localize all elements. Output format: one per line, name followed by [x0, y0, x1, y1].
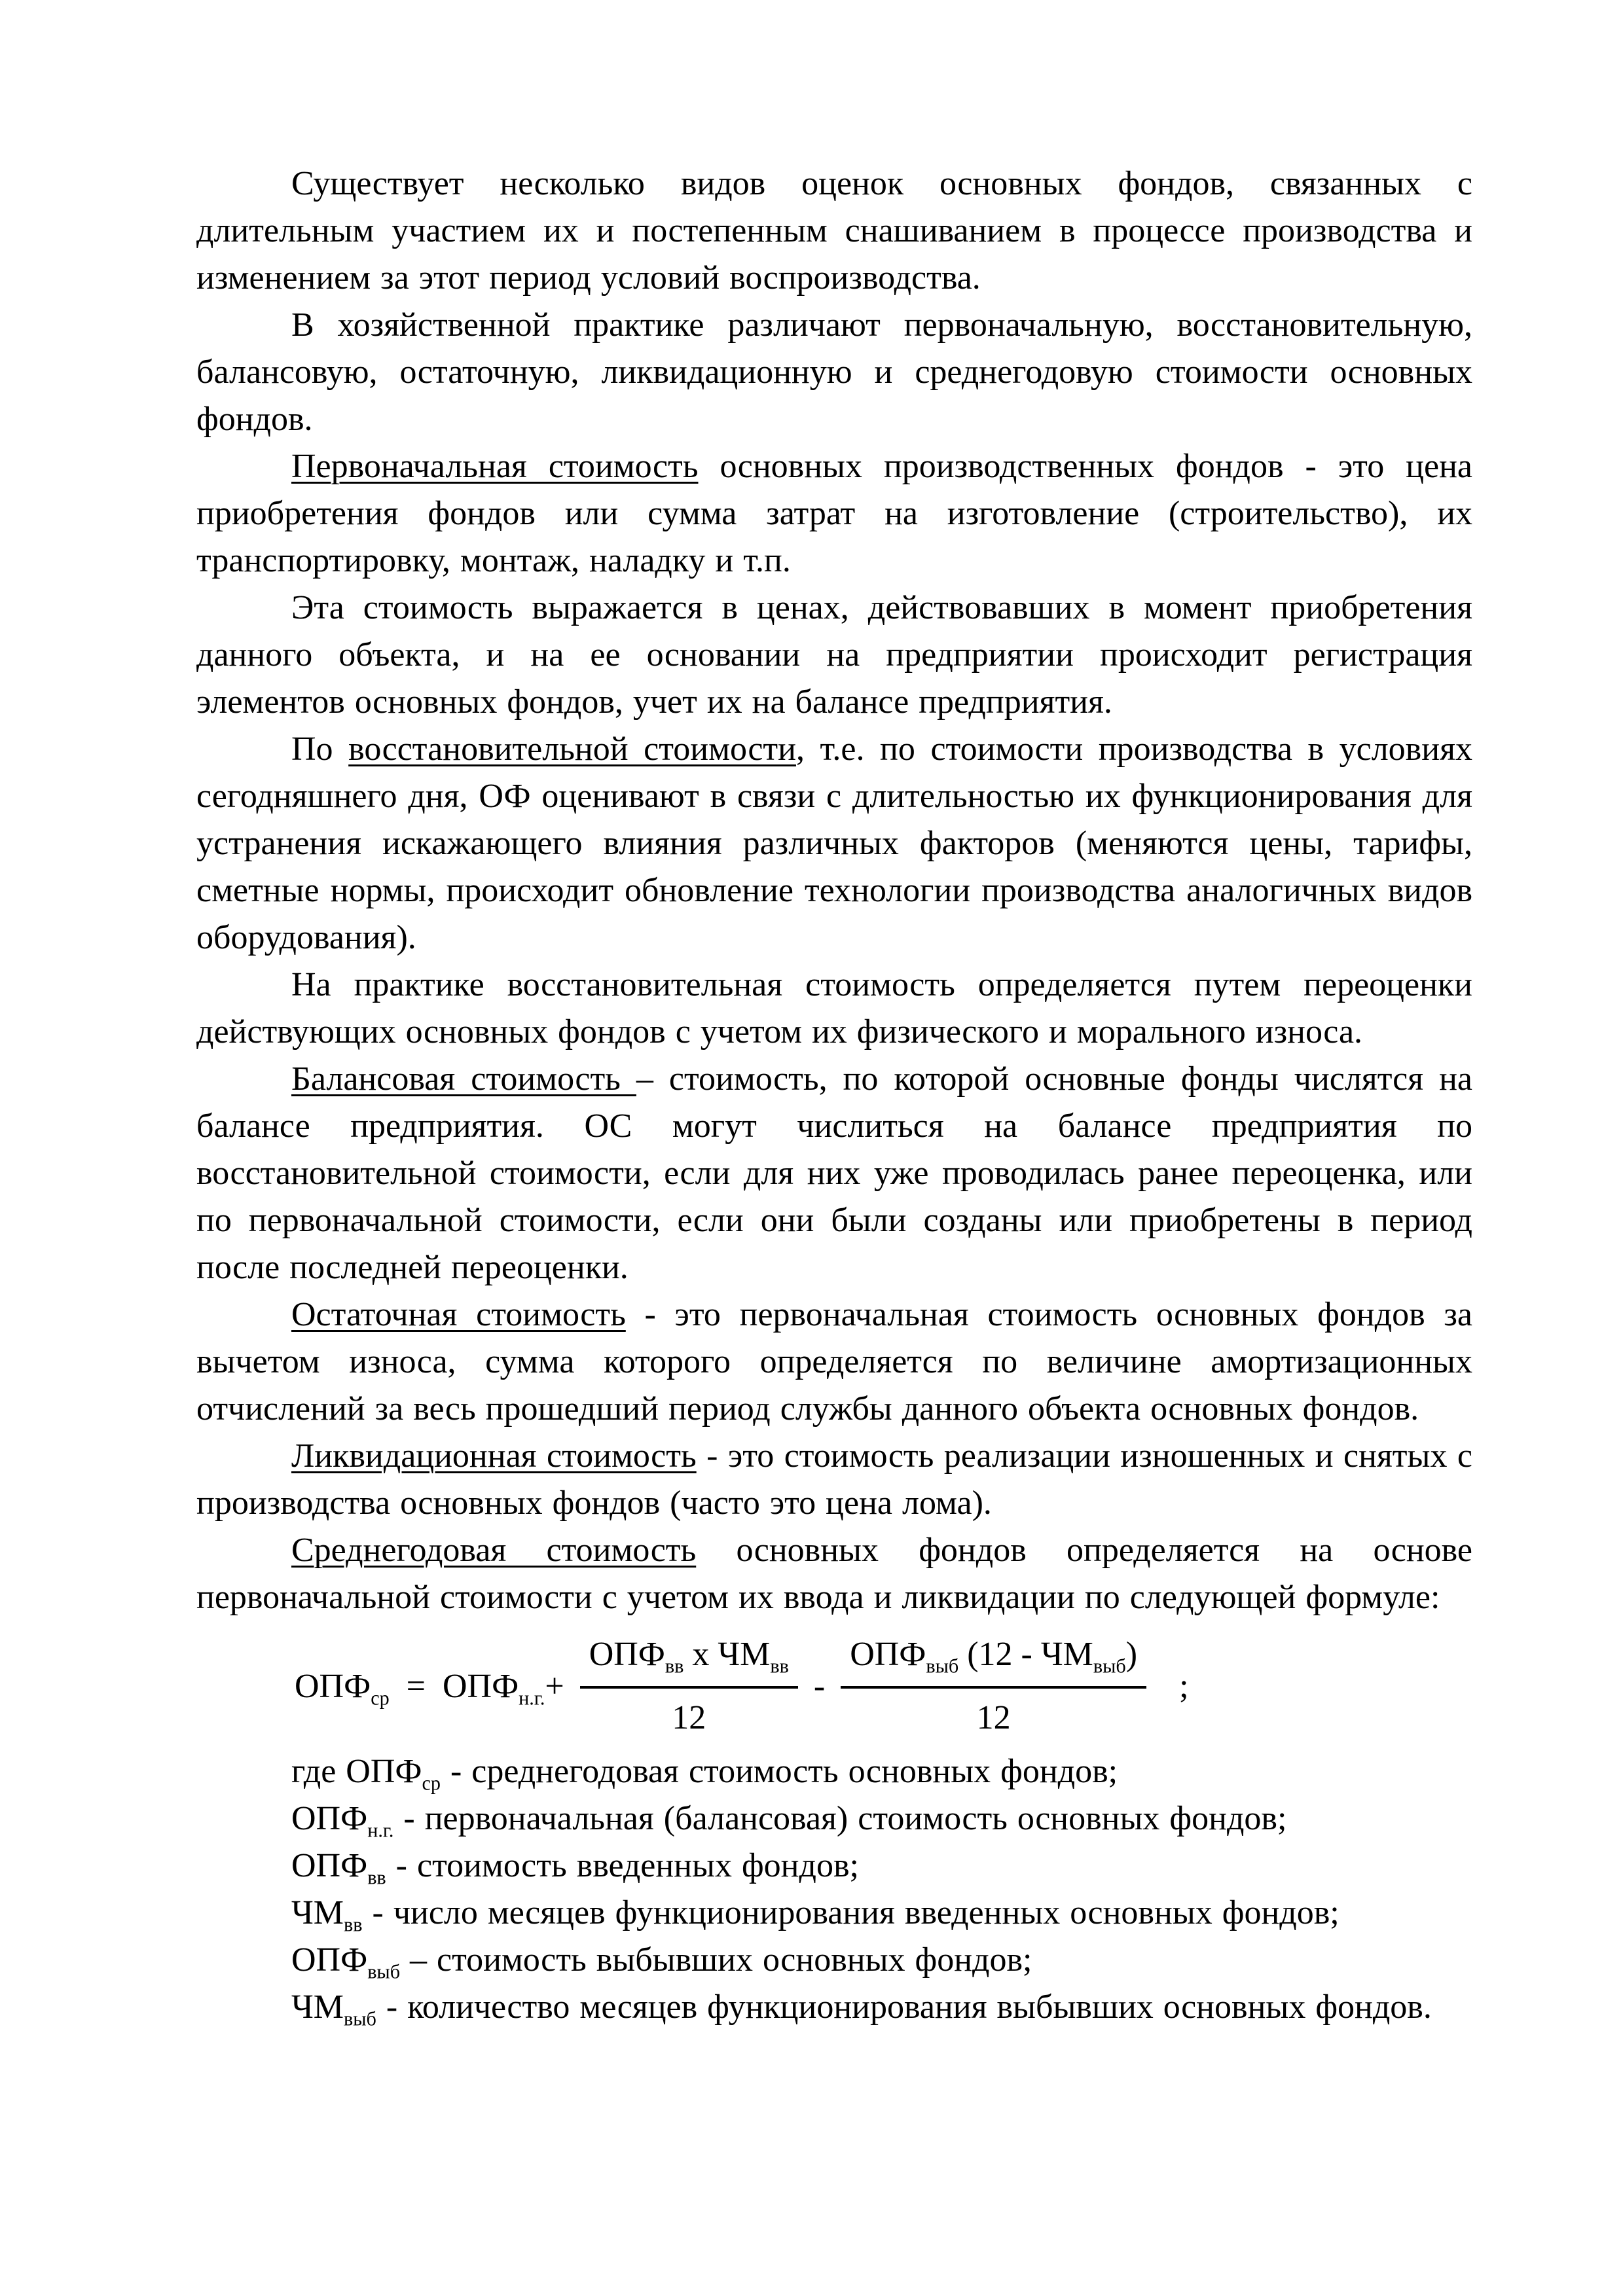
subscript-vyb: выб [367, 1960, 401, 1983]
underlined-term-replacement-cost: восстановительной стоимости [348, 730, 796, 768]
para-replacement-cost [196, 726, 1472, 961]
formula-term-start-of-year [443, 1665, 564, 1708]
legend-item [196, 1795, 1472, 1842]
fraction-numerator [841, 1633, 1146, 1686]
legend-term: ОПФ [291, 1800, 368, 1837]
formula-average-annual-cost [295, 1633, 1472, 1739]
para-residual-cost [196, 1291, 1472, 1433]
subscript-sr: ср [371, 1686, 390, 1709]
legend-item [196, 1842, 1472, 1890]
subscript-vv: вв [367, 1866, 386, 1889]
para-balance-cost [196, 1056, 1472, 1291]
legend-term: ЧМ [291, 1894, 344, 1931]
subscript-vv: вв [665, 1655, 684, 1677]
underlined-term-average-annual-cost: Среднегодовая стоимость [291, 1532, 697, 1569]
subscript-ng: н.г. [367, 1819, 394, 1842]
para-liquidation-cost [196, 1433, 1472, 1527]
formula-legend [196, 1748, 1472, 2031]
para-initial-cost-prices: Эта стоимость выражается в ценах, действовавших в момент приобретения данного объекта, и на ее основании на предприятии происходит регистрация элементов основных фондов, учет их на балансе предприятия. [196, 589, 1472, 721]
paragraph-text: - это первоначальная стоимость основных фондов за вычетом износа, сумма которого определяется по величине амортизационных отчислений за весь прошедший период службы данного объекта основных фондов. [196, 1296, 1472, 1427]
paragraph-text: , т.е. по стоимости производства в условиях сегодняшнего дня, ОФ оценивают в связи с длительностью их функционирования для устранения искажающего влияния различных факторов (меняются цены, тарифы, сметные нормы, происходит обновление технологии производства аналогичных видов оборудования). [196, 730, 1472, 956]
paragraph-text: основных производственных фондов - это цена приобретения фондов или сумма затрат на изготовление (строительство), их транспортировку, монтаж, наладку и т.п. [196, 448, 1472, 579]
underlined-term-balance-cost: Балансовая стоимость [291, 1060, 636, 1098]
legend-text: – стоимость выбывших основных фондов; [400, 1941, 1032, 1979]
subscript-ng: н.г. [519, 1686, 545, 1709]
legend-text: - среднегодовая стоимость основных фондов; [440, 1753, 1118, 1790]
fraction-denominator: 12 [976, 1699, 1011, 1736]
subscript-sr: ср [422, 1772, 441, 1795]
legend-term: где ОПФ [291, 1753, 422, 1790]
para-initial-cost [196, 443, 1472, 584]
legend-item [196, 1890, 1472, 1937]
para-valuation-types: В хозяйственной практике различают первоначальную, восстановительную, балансовую, остаточную, ликвидационную и среднегодовую стоимости основных фондов. [196, 306, 1472, 438]
formula-fraction-introduced [580, 1633, 798, 1739]
formula-lhs-main: ОПФ [295, 1667, 371, 1705]
subscript-vv: вв [344, 1913, 363, 1936]
para-overview: Существует несколько видов оценок основных фондов, связанных с длительным участием их и постепенным снашиванием в процессе производства и изменением за этот период условий воспроизводства. [196, 165, 1472, 296]
legend-item [196, 1937, 1472, 1984]
legend-item [196, 1984, 1472, 2031]
underlined-term-initial-cost: Первоначальная стоимость [291, 448, 699, 485]
subscript-vyb: выб [344, 2007, 376, 2030]
plus-sign: + [545, 1667, 564, 1705]
numerator-term: ОПФ [589, 1636, 665, 1673]
legend-text: - стоимость введенных фондов; [386, 1847, 859, 1884]
subscript-vyb: выб [926, 1655, 959, 1677]
underlined-term-liquidation-cost: Ликвидационная стоимость [291, 1437, 697, 1475]
fraction-denominator: 12 [672, 1699, 706, 1736]
fraction-numerator [580, 1633, 798, 1686]
paragraph-text: – стоимость, по которой основные фонды числятся на балансе предприятия. ОС могут числиться на балансе предприятия по восстановительной стоимости, если для них уже проводилась ранее переоценка, или по первоначальной стоимости, если они были созданы или приобретены в период после последней переоценки. [196, 1060, 1473, 1286]
legend-text: - количество месяцев функционирования выбывших основных фондов. [376, 1988, 1432, 2026]
paragraph-text: - это стоимость реализации изношенных и снятых с производства основных фондов (часто это цена лома). [196, 1437, 1472, 1522]
legend-term: ОПФ [291, 1847, 368, 1884]
legend-term: ОПФ [291, 1941, 368, 1979]
paragraph-lead: По [291, 730, 349, 768]
legend-term: ЧМ [291, 1988, 344, 2026]
para-replacement-practice: На практике восстановительная стоимость определяется путем переоценки действующих основных фондов с учетом их физического и морального износа. [196, 966, 1472, 1050]
numerator-term: ) [1125, 1636, 1138, 1673]
legend-text: - первоначальная (балансовая) стоимость основных фондов; [393, 1800, 1287, 1837]
legend-item [196, 1748, 1472, 1795]
subscript-vv: вв [770, 1655, 789, 1677]
paragraph-text: основных фондов определяется на основе первоначальной стоимости с учетом их ввода и ликвидации по следующей формуле: [196, 1532, 1472, 1616]
underlined-term-residual-cost: Остаточная стоимость [291, 1296, 626, 1333]
equals-sign: = [406, 1667, 426, 1705]
semicolon: ; [1179, 1667, 1189, 1705]
numerator-term: х ЧМ [684, 1636, 771, 1673]
subscript-vyb: выб [1093, 1655, 1126, 1677]
formula-lhs [295, 1665, 390, 1708]
minus-sign: - [813, 1667, 826, 1705]
numerator-term: (12 - ЧМ [958, 1636, 1093, 1673]
formula-fraction-retired [841, 1633, 1146, 1739]
para-average-annual-cost [196, 1527, 1472, 1621]
formula-term-main: ОПФ [442, 1667, 519, 1705]
numerator-term: ОПФ [850, 1636, 926, 1673]
legend-text: - число месяцев функционирования введенных основных фондов; [362, 1894, 1340, 1931]
